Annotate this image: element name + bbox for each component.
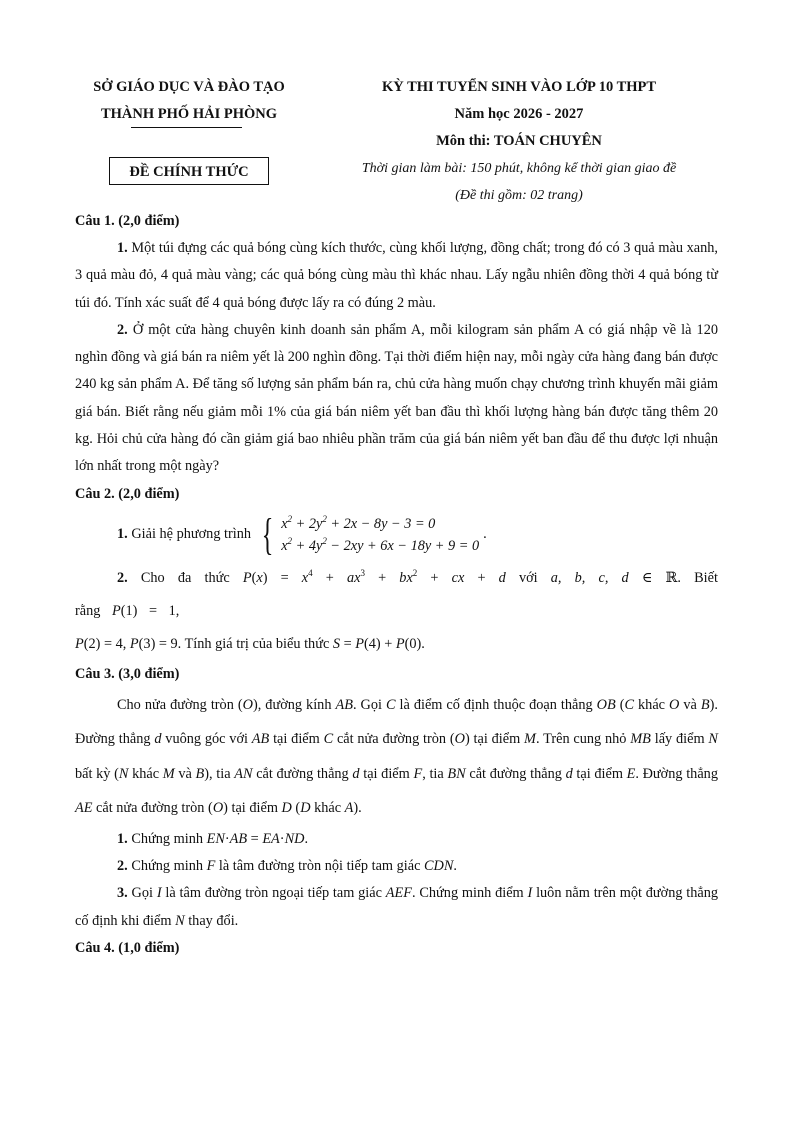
question-1-part-1: 1. Một túi đựng các quả bóng cùng kích thước, cùng khối lượng, đồng chất; trong đó có 3 quả màu xanh, 3 quả màu đỏ, 4 quả màu vàng; các quả bóng cùng màu thì khác nhau. Lấy ngẫu nhiên đồng thời 4 quả bóng từ túi đó. Tính xác suất để 4 quả bóng được lấy ra có đúng 2 màu.	[75, 240, 718, 311]
exam-title: KỲ THI TUYỂN SINH VÀO LỚP 10 THPT	[381, 79, 657, 95]
question-3-title: Câu 3. (3,0 điểm)	[75, 665, 180, 682]
question-1-title: Câu 1. (2,0 điểm)	[75, 213, 180, 229]
pages-note: (Đề thi gồm: 02 trang)	[455, 188, 583, 203]
question-2-part-2: 2. Cho đa thức $P(x) = x^4 + ax^3 + bx^2$ + cx + d với a, b, c, d ∈ ℝ. Biết rằng P(1) = 1,	[75, 567, 718, 619]
official-badge: ĐỀ CHÍNH THỨC	[109, 157, 269, 185]
system-brace: {	[261, 509, 274, 559]
question-2-title: Câu 2. (2,0 điểm)	[75, 485, 180, 502]
school-year: Năm học 2026 - 2027	[454, 106, 584, 122]
department-line-1: SỞ GIÁO DỤC VÀ ĐÀO TẠO	[93, 79, 285, 95]
time-note: Thời gian làm bài: 150 phút, không kể thời gian giao đề	[361, 161, 677, 176]
question-2-part-1: 1. Giải hệ phương trình { $x^2 + 2y^2 + 2x - 8y - 3 = 0$ $x^2 + 4y^2 - 2xy + 6x - 18y + 9 = 0$ .	[117, 509, 487, 559]
exam-content	[75, 208, 718, 962]
question-3-part-1: 1. Chứng minh EN·AB = EA·ND.	[117, 830, 309, 847]
question-3-part-3: 3. Gọi I là tâm đường tròn ngoại tiếp tam giác AEF. Chứng minh điểm I luôn nằm trên một đường thẳng cố định khi điểm N thay đổi.	[75, 885, 719, 929]
department-line-2: THÀNH PHỐ HẢI PHÒNG	[100, 106, 278, 122]
question-4-title: Câu 4. (1,0 điểm)	[75, 939, 180, 956]
question-3-part-2: 2. Chứng minh F là tâm đường tròn nội tiếp tam giác CDN.	[117, 857, 457, 874]
equation-system: $x^2 + 2y^2 + 2x - 8y - 3 = 0$ $x^2 + 4y^2 - 2xy + 6x - 18y + 9 = 0$	[281, 513, 480, 554]
question-3-statement: Cho nửa đường tròn (O), đường kính AB. Gọi C là điểm cố định thuộc đoạn thẳng OB (C khác O và B). Đường thẳng d vuông góc với AB tại điểm C cắt nửa đường tròn (O) tại điểm M. Trên cung nhỏ MB lấy điểm N bất kỳ (N khác M và B), tia AN cắt đường thẳng d tại điểm F, tia BN cắt đường thẳng d tại điểm E. Đường thẳng AE cắt nửa đường tròn (O) tại điểm D (D khác A).	[75, 696, 718, 817]
question-2-part-2-cont: P(2) = 4, P(3) = 9. Tính giá trị của biểu thức S = P(4) + P(0).	[75, 635, 425, 652]
exam-info-block	[318, 74, 720, 209]
question-1-part-2: 2. Ở một cửa hàng chuyên kinh doanh sản phẩm A, mỗi kilogram sản phẩm A có giá nhập về là 120 nghìn đồng và giá bán ra niêm yết là 200 nghìn đồng. Tại thời điểm hiện nay, mỗi ngày cửa hàng đang bán được 240 kg sản phẩm A. Để tăng số lượng sản phẩm bán ra, chủ cửa hàng muốn chạy chương trình khuyến mãi giảm giá bán. Biết rằng nếu giảm mỗi 1% của giá bán niêm yết ban đầu thì khối lượng hàng bán được tăng thêm 20 kg. Hỏi chủ cửa hàng đó cần giảm giá bao nhiêu phần trăm của giá bán niêm yết ban đầu để thu được lợi nhuận lớn nhất trong một ngày?	[75, 321, 718, 475]
subject: Môn thi: TOÁN CHUYÊN	[436, 133, 602, 149]
department-block	[60, 74, 318, 128]
header-underline	[131, 127, 242, 128]
